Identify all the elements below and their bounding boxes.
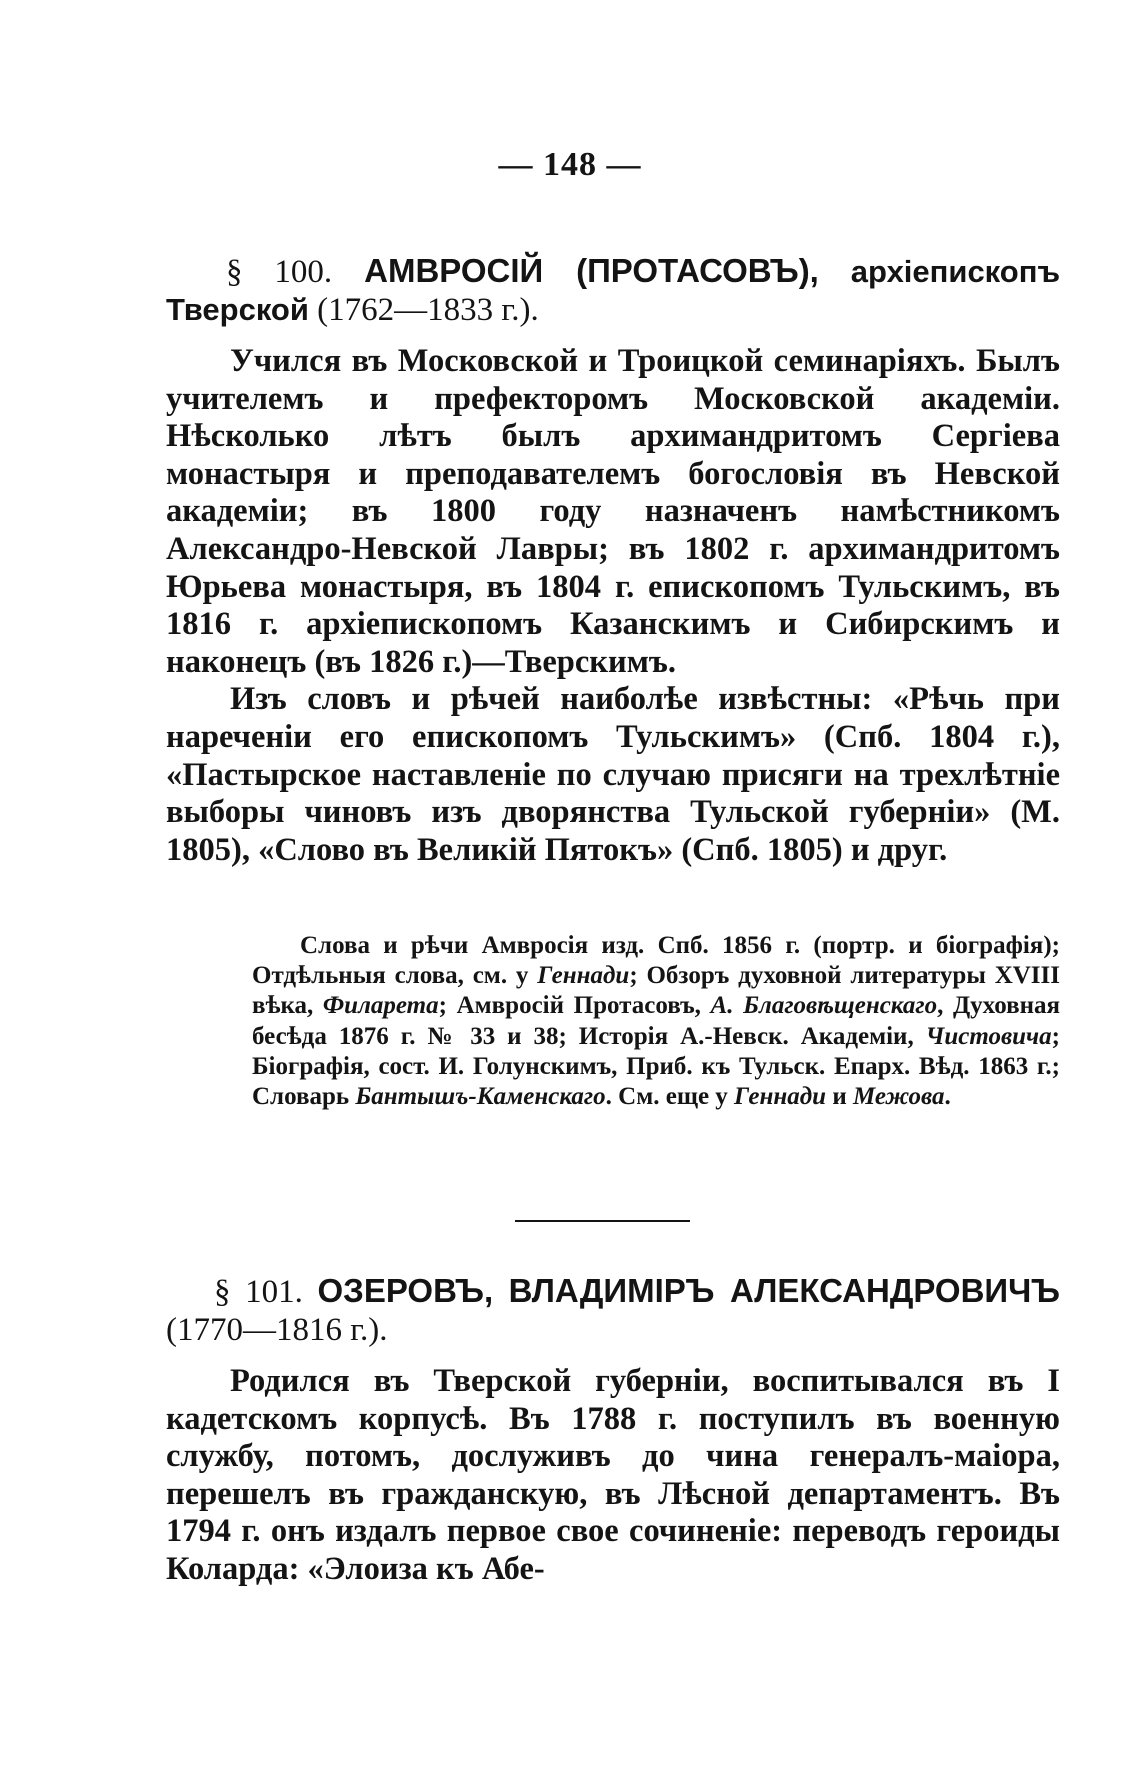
note-text: Слова и рѣчи Амвросія изд. Спб. 1856 г. (портр. и біографія); Отдѣльныя слова, см. у — [252, 932, 1060, 990]
note-author: Геннади — [537, 962, 630, 990]
section-100-paragraph-1: Учился въ Московской и Троицкой семинаріяхъ. Былъ учителемъ и префекторомъ Московской академіи. Нѣсколько лѣтъ былъ архимандритомъ Сергіева монастыря и преподавателемъ богословія въ Невской академіи; въ 1800 году назначенъ намѣстникомъ Александро-Невской Лавры; въ 1802 г. архимандритомъ Юрьева монастыря, въ 1804 г. епископомъ Тульскимъ, въ 1816 г. архіепископомъ Казанскимъ и Сибирскимъ и наконецъ (въ 1826 г.)—Тверскимъ. — [166, 343, 1060, 680]
section-100-bibliography — [252, 931, 1060, 1112]
note-text: ; Біографія, сост. И. Голунскимъ, Приб. къ Тульск. Епарх. Вѣд. 1863 г.; Словарь — [252, 1022, 1060, 1111]
note-text: и — [826, 1083, 853, 1111]
note-author: Бантышъ-Каменскаго — [355, 1083, 606, 1111]
section-title: архіепископъ Тверской — [166, 254, 1061, 327]
note-author: А. Благовѣщенскаго — [710, 992, 938, 1020]
note-author: Межова — [852, 1083, 945, 1111]
section-101-heading — [166, 1272, 1060, 1349]
note-text: . См. еще у — [605, 1083, 735, 1111]
page-number: — 148 — — [498, 146, 642, 183]
note-text: . — [944, 1083, 951, 1111]
section-100 — [166, 252, 1060, 869]
section-101-paragraph-1: Родился въ Тверской губерніи, воспитывался въ I кадетскомъ корпусѣ. Въ 1788 г. поступилъ въ военную службу, потомъ, дослуживъ до чина генералъ-маіора, перешелъ въ гражданскую, въ Лѣсной департаментъ. Въ 1794 г. онъ издалъ первое свое сочиненіе: переводъ героиды Коларда: «Элоиза къ Абе- — [166, 1363, 1060, 1587]
section-dates: (1770—1816 г.). — [166, 1312, 388, 1348]
note-text: , Духовная бесѣда 1876 г. № 33 и 38; Исторія А.-Невск. Академіи, — [252, 992, 1061, 1050]
note-author: Филарета — [322, 992, 439, 1020]
section-divider — [515, 1220, 690, 1222]
section-dates: (1762—1833 г.). — [317, 292, 539, 328]
section-name: АМВРОСІЙ (ПРОТАСОВЪ), — [364, 252, 819, 289]
section-100-paragraph-2: Изъ словъ и рѣчей наиболѣе извѣстны: «Рѣчь при нареченіи его епископомъ Тульскимъ» (Спб. 1804 г.), «Пастырское наставленіе по случаю присяги на трехлѣтніе выборы чиновъ изъ дворянства Тульской губерніи» (М. 1805), «Слово въ Великій Пятокъ» (Спб. 1805) и друг. — [166, 681, 1060, 868]
note-author: Чистовича — [925, 1022, 1052, 1050]
section-number: § 101. — [214, 1274, 303, 1310]
note-text: ; Обзоръ духовной литературы XVIII вѣка, — [252, 962, 1060, 1020]
section-number: § 100. — [226, 254, 333, 290]
section-name: ОЗЕРОВЪ, ВЛАДИМІРЪ АЛЕКСАНДРОВИЧЪ — [317, 1272, 1061, 1309]
section-101 — [166, 1272, 1060, 1589]
section-100-heading — [166, 252, 1060, 329]
note-author: Геннади — [734, 1083, 827, 1111]
note-text: ; Амвросій Протасовъ, — [438, 992, 711, 1020]
